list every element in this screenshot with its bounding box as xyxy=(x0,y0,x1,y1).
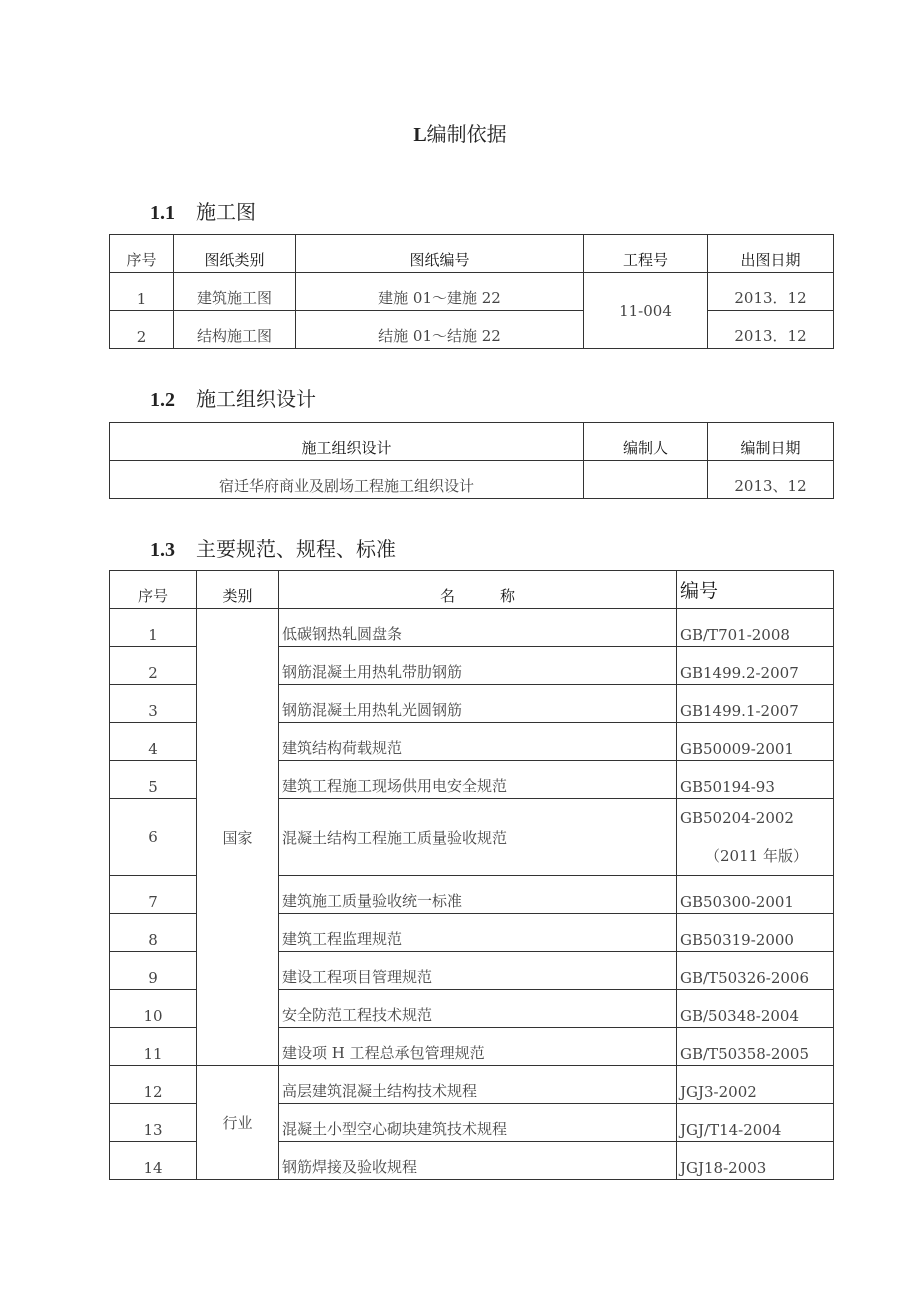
header-cell: 施工组织设计 xyxy=(110,423,584,461)
table-row: 10 安全防范工程技术规范 GB/50348-2004 xyxy=(110,990,834,1028)
table-row: 9 建设工程项目管理规范 GB/T50326-2006 xyxy=(110,952,834,990)
table-row: 4 建筑结构荷载规范 GB50009-2001 xyxy=(110,723,834,761)
table-row: 3 钢筋混凝土用热轧光圆钢筋 GB1499.1-2007 xyxy=(110,685,834,723)
section-heading-org-design: 1.2 施工组织设计 xyxy=(150,387,316,411)
header-cell: 编制人 xyxy=(584,423,708,461)
header-cell: 编制日期 xyxy=(708,423,834,461)
standard-code: GB50204-2002 xyxy=(680,809,794,827)
table-row: 13 混凝土小型空心砌块建筑技术规程 JGJ/T14-2004 xyxy=(110,1104,834,1142)
table-header-row xyxy=(110,423,834,461)
category-industry: 行业 xyxy=(197,1066,279,1180)
section-heading-standards: 1.3 主要规范、规程、标准 xyxy=(150,537,396,561)
document-title xyxy=(0,118,920,147)
header-cell: 工程号 xyxy=(584,235,708,273)
header-cell: 图纸编号 xyxy=(296,235,584,273)
table-row: 宿迁华府商业及剧场工程施工组织设计 2013、12 xyxy=(110,461,834,499)
table-row: 5 建筑工程施工现场供用电安全规范 GB50194-93 xyxy=(110,761,834,799)
table-row: 11 建设项 H 工程总承包管理规范 GB/T50358-2005 xyxy=(110,1028,834,1066)
standards-table xyxy=(109,570,834,1180)
table-row: 2 结构施工图 结施 01～结施 22 2013．12 xyxy=(110,311,834,349)
table-row: 6 混凝土结构工程施工质量验收规范 GB50204-2002 （2011 年版） xyxy=(110,799,834,876)
table-header-row xyxy=(110,235,834,273)
header-cell: 出图日期 xyxy=(708,235,834,273)
header-cell: 编号 xyxy=(677,571,834,609)
table-row: 1 国家 低碳钢热轧圆盘条 GB/T701-2008 xyxy=(110,609,834,647)
project-number: 11-004 xyxy=(584,273,708,349)
standard-code-note: （2011 年版） xyxy=(705,847,808,865)
table-row: 8 建筑工程监理规范 GB50319-2000 xyxy=(110,914,834,952)
header-cell: 序号 xyxy=(110,235,174,273)
title-prefix: L xyxy=(413,124,427,146)
header-cell: 名 称 xyxy=(279,571,677,609)
table-header-row xyxy=(110,571,834,609)
org-design-table xyxy=(109,422,834,499)
table-row: 1 建筑施工图 建施 01～建施 22 11-004 2013．12 xyxy=(110,273,834,311)
section-heading-drawings: 1.1 施工图 xyxy=(150,200,256,224)
header-cell: 图纸类别 xyxy=(174,235,296,273)
table-row: 2 钢筋混凝土用热轧带肋钢筋 GB1499.2-2007 xyxy=(110,647,834,685)
header-cell: 序号 xyxy=(110,571,197,609)
table-row: 7 建筑施工质量验收统一标准 GB50300-2001 xyxy=(110,876,834,914)
table-row: 12 行业 高层建筑混凝土结构技术规程 JGJ3-2002 xyxy=(110,1066,834,1104)
title-text: 编制依据 xyxy=(426,122,507,146)
table-row: 14 钢筋焊接及验收规程 JGJ18-2003 xyxy=(110,1142,834,1180)
header-cell: 类别 xyxy=(197,571,279,609)
drawings-table xyxy=(109,234,834,349)
category-national: 国家 xyxy=(197,609,279,1066)
